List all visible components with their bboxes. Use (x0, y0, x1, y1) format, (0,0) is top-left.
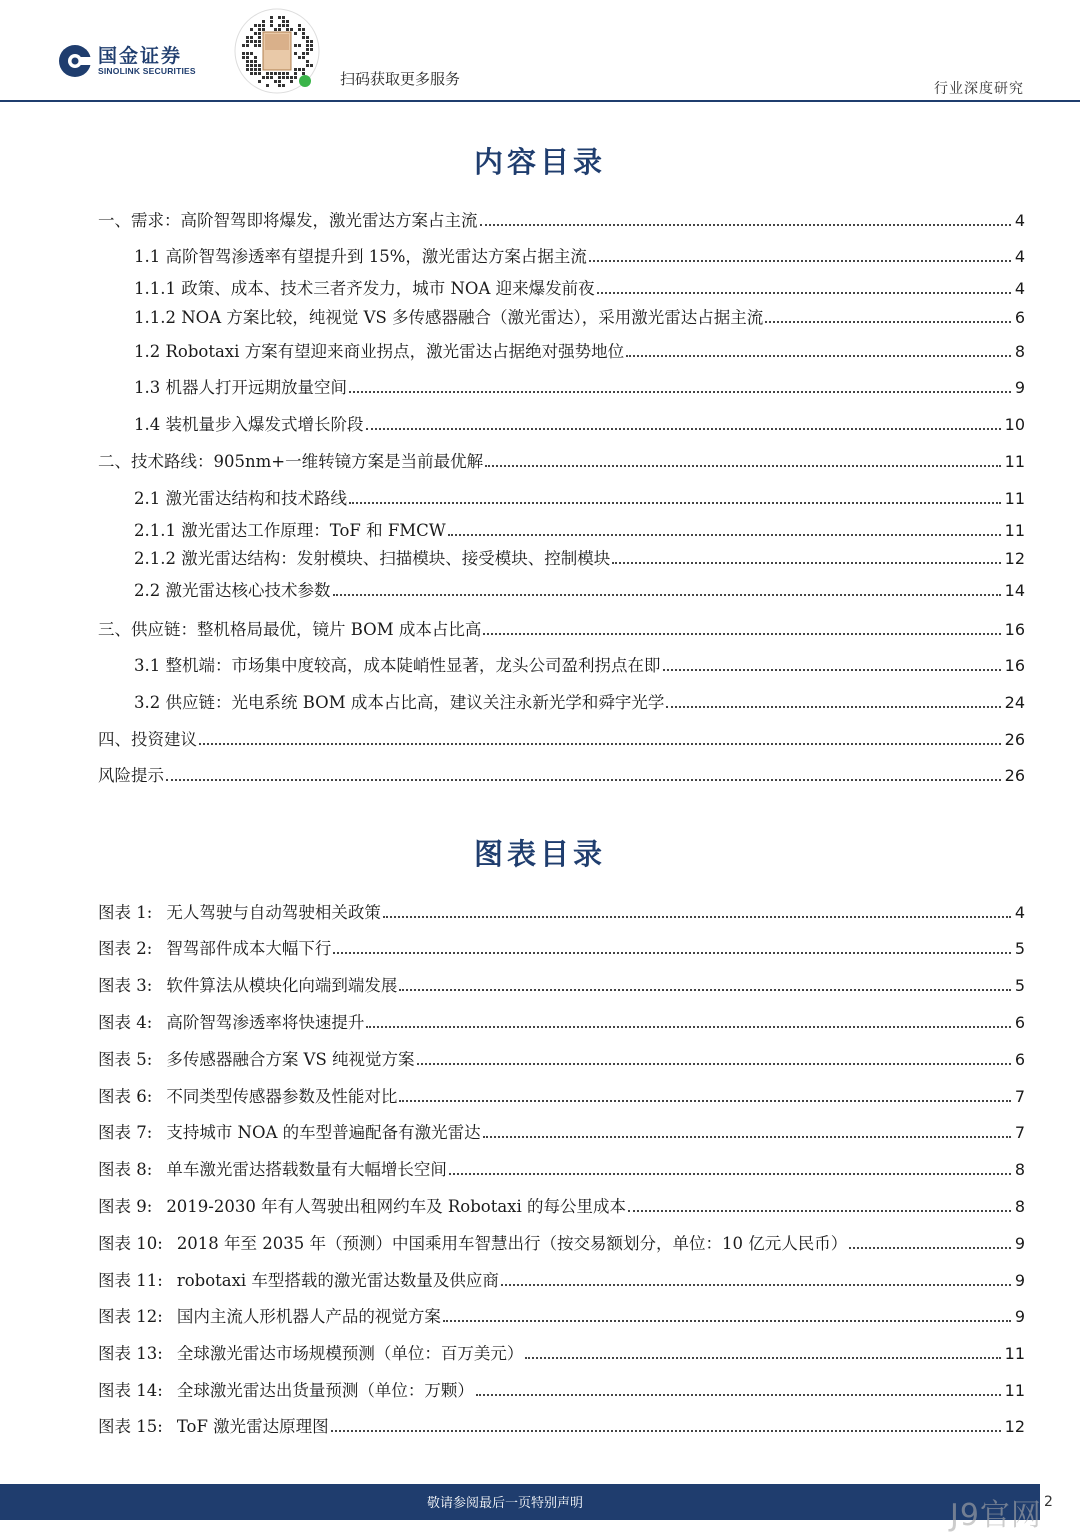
dot-leader (399, 989, 1011, 991)
contents-entry-page: 6 (1014, 308, 1025, 327)
dot-leader (628, 1210, 1011, 1212)
figure-entry-page: 9 (1014, 1234, 1025, 1253)
figure-entry-title: 智驾部件成本大幅下行 (166, 939, 332, 958)
contents-entry-title: 1.1 高阶智驾渗透率有望提升到 15%，激光雷达方案占据主流 (134, 247, 587, 266)
figure-entry-title: ToF 激光雷达原理图 (176, 1417, 329, 1436)
contents-entry-page: 11 (1004, 521, 1025, 540)
contents-entry-page: 26 (1004, 766, 1025, 785)
figure-entry-title: 软件算法从模块化向端到端发展 (166, 976, 398, 995)
page-number: 2 (1044, 1494, 1053, 1510)
dot-leader (501, 1284, 1011, 1286)
contents-entry-page: 8 (1014, 342, 1025, 361)
dot-leader (449, 1173, 1011, 1175)
figure-entry-page: 12 (1004, 1417, 1025, 1436)
figure-entry-page: 7 (1014, 1123, 1025, 1142)
contents-entry[interactable] (134, 246, 1025, 268)
figure-entry-page: 11 (1004, 1381, 1025, 1400)
figure-entry[interactable] (98, 1086, 1025, 1108)
figure-entry-page: 4 (1014, 903, 1025, 922)
dot-leader (589, 260, 1011, 262)
contents-entry-title: 三、供应链：整机格局最优，镜片 BOM 成本占比高 (98, 620, 482, 639)
dot-leader (663, 669, 1001, 671)
contents-entry[interactable] (134, 307, 1025, 329)
figure-entry[interactable] (98, 1343, 1025, 1365)
dot-leader (366, 428, 1001, 430)
figure-entry-page: 9 (1014, 1271, 1025, 1290)
figure-entry-title: 国内主流人形机器人产品的视觉方案 (176, 1307, 441, 1326)
dot-leader (849, 1247, 1011, 1249)
watermark-text: J9官网 (950, 1498, 1042, 1533)
figure-entry-page: 6 (1014, 1050, 1025, 1069)
dot-leader (666, 706, 1000, 708)
dot-leader (483, 633, 1000, 635)
company-logo (58, 44, 196, 78)
contents-entry[interactable] (134, 278, 1025, 300)
figures-title: 图表目录 (473, 837, 606, 871)
report-type-label: 行业深度研究 (934, 81, 1024, 97)
figure-entry-page: 9 (1014, 1307, 1025, 1326)
figure-entry-title: robotaxi 车型搭载的激光雷达数量及供应商 (176, 1271, 499, 1290)
contents-entry-title: 风险提示 (98, 766, 164, 785)
dot-leader (476, 1394, 1001, 1396)
footer-disclaimer: 敬请参阅最后一页特别声明 (426, 1496, 583, 1511)
figure-entry-label: 图表 6: (98, 1087, 153, 1106)
contents-entry-title: 一、需求：高阶智驾即将爆发，激光雷达方案占主流 (98, 211, 478, 230)
contents-entry-page: 24 (1004, 693, 1025, 712)
contents-entry-page: 4 (1014, 247, 1025, 266)
dot-leader (485, 465, 1001, 467)
figure-entry-title: 全球激光雷达市场规模预测（单位：百万美元） (176, 1344, 524, 1363)
dot-leader (399, 1100, 1011, 1102)
figure-entry-page: 8 (1014, 1160, 1025, 1179)
dot-leader (333, 594, 1001, 596)
contents-entry[interactable] (98, 729, 1025, 751)
dot-leader (333, 952, 1011, 954)
figure-entry-title: 全球激光雷达出货量预测（单位：万颗） (176, 1381, 474, 1400)
figure-entry-label: 图表 8: (98, 1160, 153, 1179)
contents-entry-title: 1.1.1 政策、成本、技术三者齐发力，城市 NOA 迎来爆发前夜 (134, 279, 595, 298)
figure-entry[interactable] (98, 1159, 1025, 1181)
contents-entry-page: 4 (1014, 279, 1025, 298)
figure-entry[interactable] (98, 1306, 1025, 1328)
figure-entry-label: 图表 15: (98, 1417, 163, 1436)
figure-entry-label: 图表 1: (98, 903, 153, 922)
dot-leader (366, 1026, 1011, 1028)
figure-entry[interactable] (98, 1380, 1025, 1402)
contents-entry-page: 4 (1014, 211, 1025, 230)
contents-entry-page: 11 (1004, 489, 1025, 508)
figure-entry-page: 6 (1014, 1013, 1025, 1032)
figure-entry-label: 图表 14: (98, 1381, 163, 1400)
figure-entry[interactable] (98, 1012, 1025, 1034)
contents-entry-page: 26 (1004, 730, 1025, 749)
logo-english-name: SINOLINK SECURITIES (98, 65, 196, 76)
figure-entry-title: 2018 年至 2035 年（预测）中国乘用车智慧出行（按交易额划分，单位：10 亿元人民币） (176, 1234, 848, 1253)
figure-entry-title: 高阶智驾渗透率将快速提升 (166, 1013, 365, 1032)
sinolink-logo-icon (58, 44, 92, 78)
figure-entry[interactable] (98, 1049, 1025, 1071)
contents-entry-title: 3.2 供应链：光电系统 BOM 成本占比高，建议关注永新光学和舜宇光学 (134, 693, 665, 712)
contents-entry[interactable] (134, 414, 1025, 436)
contents-entry-page: 16 (1004, 620, 1025, 639)
dot-leader (612, 562, 1000, 564)
figure-entry-label: 图表 2: (98, 939, 153, 958)
figure-entry[interactable] (98, 902, 1025, 924)
contents-entry-title: 3.1 整机端：市场集中度较高，成本陡峭性显著，龙头公司盈利拐点在即 (134, 656, 661, 675)
figure-entry-page: 7 (1014, 1087, 1025, 1106)
contents-entry-page: 14 (1004, 581, 1025, 600)
figure-entry[interactable] (98, 1270, 1025, 1292)
figure-entry-page: 5 (1014, 976, 1025, 995)
figure-entry-label: 图表 5: (98, 1050, 153, 1069)
figure-entry-label: 图表 3: (98, 976, 153, 995)
qr-code-icon[interactable] (234, 8, 320, 94)
contents-entry-title: 2.1 激光雷达结构和技术路线 (134, 489, 347, 508)
dot-leader (525, 1357, 1000, 1359)
dot-leader (331, 1430, 1001, 1432)
figure-entry[interactable] (98, 938, 1025, 960)
figure-entry-label: 图表 13: (98, 1344, 163, 1363)
contents-entry[interactable] (98, 210, 1025, 232)
dot-leader (443, 1320, 1011, 1322)
contents-entry-title: 四、投资建议 (98, 730, 197, 749)
dot-leader (166, 779, 1001, 781)
figure-entry[interactable] (98, 1416, 1025, 1438)
dot-leader (480, 224, 1011, 226)
contents-entry-page: 16 (1004, 656, 1025, 675)
contents-entry[interactable] (134, 520, 1025, 542)
contents-entry[interactable] (134, 488, 1025, 510)
dot-leader (383, 916, 1011, 918)
contents-entry[interactable] (98, 451, 1025, 473)
contents-entry-title: 1.2 Robotaxi 方案有望迎来商业拐点，激光雷达占据绝对强势地位 (134, 342, 625, 361)
figure-entry-title: 支持城市 NOA 的车型普遍配备有激光雷达 (166, 1123, 481, 1142)
contents-title: 内容目录 (473, 145, 606, 179)
contents-entry-title: 1.3 机器人打开远期放量空间 (134, 378, 347, 397)
contents-entry[interactable] (134, 692, 1025, 714)
figure-entry-page: 5 (1014, 939, 1025, 958)
contents-entry-title: 2.1.2 激光雷达结构：发射模块、扫描模块、接受模块、控制模块 (134, 549, 611, 568)
scan-for-service-text: 扫码获取更多服务 (340, 70, 461, 88)
figure-entry-title: 多传感器融合方案 VS 纯视觉方案 (166, 1050, 415, 1069)
figure-entry-page: 8 (1014, 1197, 1025, 1216)
contents-entry[interactable] (134, 341, 1025, 363)
figure-entry-page: 11 (1004, 1344, 1025, 1363)
logo-chinese-name: 国金证券 (98, 44, 183, 67)
dot-leader (765, 321, 1011, 323)
contents-entry-title: 2.1.1 激光雷达工作原理：ToF 和 FMCW (134, 521, 446, 540)
page-header (0, 0, 1080, 102)
figure-entry-title: 单车激光雷达搭载数量有大幅增长空间 (166, 1160, 447, 1179)
dot-leader (597, 292, 1011, 294)
dot-leader (483, 1136, 1011, 1138)
figure-entry-label: 图表 11: (98, 1271, 163, 1290)
contents-entry-title: 2.2 激光雷达核心技术参数 (134, 581, 331, 600)
contents-entry[interactable] (134, 655, 1025, 677)
dot-leader (417, 1063, 1011, 1065)
contents-entry[interactable] (98, 765, 1025, 787)
contents-entry[interactable] (98, 619, 1025, 641)
dot-leader (626, 355, 1011, 357)
contents-entry-title: 二、技术路线：905nm+一维转镜方案是当前最优解 (98, 452, 484, 471)
figure-entry-title: 不同类型传感器参数及性能对比 (166, 1087, 398, 1106)
dot-leader (349, 391, 1011, 393)
contents-entry[interactable] (134, 580, 1025, 602)
figure-entry-label: 图表 9: (98, 1197, 153, 1216)
figure-entry-label: 图表 12: (98, 1307, 163, 1326)
contents-entry-title: 1.4 装机量步入爆发式增长阶段 (134, 415, 364, 434)
figure-entry-label: 图表 7: (98, 1123, 153, 1142)
figure-entry[interactable] (98, 975, 1025, 997)
dot-leader (199, 743, 1001, 745)
contents-entry-page: 11 (1004, 452, 1025, 471)
figure-entry[interactable] (98, 1196, 1025, 1218)
header-divider (0, 100, 1080, 102)
figure-entry[interactable] (98, 1122, 1025, 1144)
contents-entry[interactable] (134, 548, 1025, 570)
dot-leader (448, 534, 1001, 536)
dot-leader (349, 502, 1001, 504)
contents-entry[interactable] (134, 377, 1025, 399)
contents-entry-page: 9 (1014, 378, 1025, 397)
figure-entry-title: 2019-2030 年有人驾驶出租网约车及 Robotaxi 的每公里成本 (166, 1197, 627, 1216)
figure-entry[interactable] (98, 1233, 1025, 1255)
contents-entry-title: 1.1.2 NOA 方案比较，纯视觉 VS 多传感器融合（激光雷达），采用激光雷达占据主流 (134, 308, 764, 327)
figure-entry-title: 无人驾驶与自动驾驶相关政策 (166, 903, 381, 922)
contents-entry-page: 12 (1004, 549, 1025, 568)
contents-entry-page: 10 (1004, 415, 1025, 434)
figure-entry-label: 图表 4: (98, 1013, 153, 1032)
figure-entry-label: 图表 10: (98, 1234, 163, 1253)
